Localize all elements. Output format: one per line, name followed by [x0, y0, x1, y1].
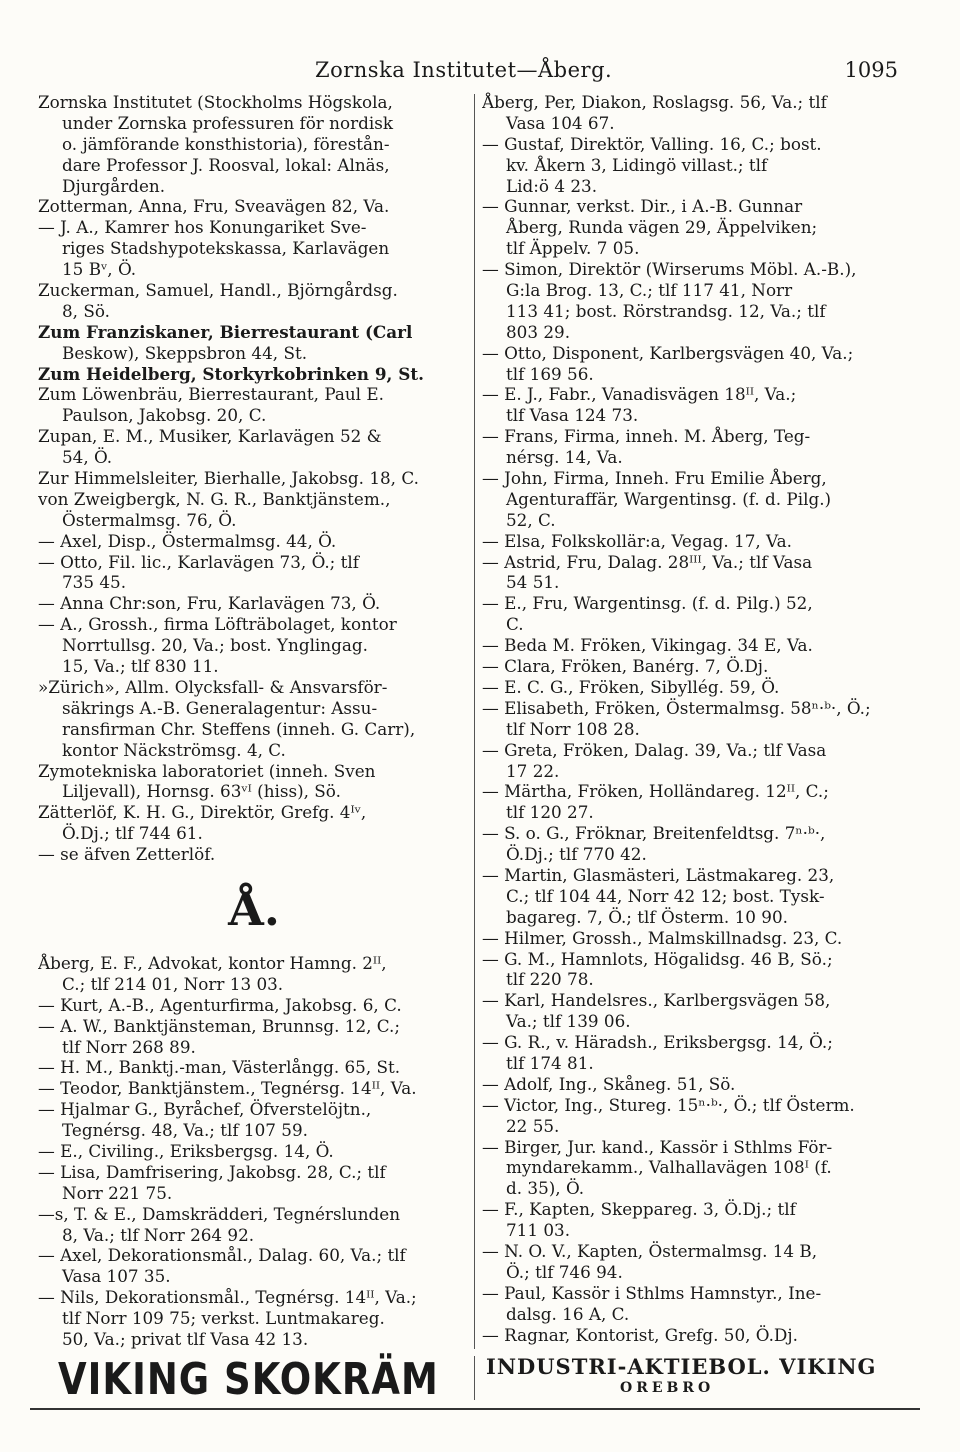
- directory-line: dare Professor J. Roosval, lokal: Alnäs,: [62, 154, 390, 175]
- directory-line: tlf 220 78.: [506, 969, 594, 990]
- directory-line: kontor Näckströmsg. 4, C.: [62, 739, 286, 760]
- directory-line: — Kurt, A.-B., Agenturfirma, Jakobsg. 6, C.: [38, 994, 402, 1015]
- directory-line: Zum Heidelberg, Storkyrkobrinken 9, St.: [38, 363, 424, 384]
- directory-line: Å.: [228, 881, 280, 936]
- directory-line: — Axel, Dekorationsmål., Dalag. 60, Va.; tlf: [38, 1245, 406, 1266]
- directory-line: — E. J., Fabr., Vanadisvägen 18ᴵᴵ, Va.;: [482, 384, 797, 405]
- directory-line: 17 22.: [506, 760, 560, 781]
- directory-line: von Zweigbergk, N. G. R., Banktjänstem.,: [38, 488, 391, 509]
- directory-line: tlf Norr 108 28.: [506, 718, 640, 739]
- directory-line: — Elsa, Folkskollär:a, Vegag. 17, Va.: [482, 530, 792, 551]
- directory-line: Zornska Institutet (Stockholms Högskola,: [38, 92, 393, 112]
- right-column: [482, 92, 912, 1345]
- directory-line: — Adolf, Ing., Skåneg. 51, Sö.: [482, 1073, 736, 1094]
- directory-line: G:la Brog. 13, C.; tlf 117 41, Norr: [506, 280, 793, 301]
- directory-line: tlf 174 81.: [506, 1052, 594, 1073]
- directory-line: under Zornska professuren för nordisk: [62, 112, 393, 133]
- directory-line: Zotterman, Anna, Fru, Sveavägen 82, Va.: [38, 196, 390, 217]
- directory-line: —s, T. & E., Damskrädderi, Tegnérslunden: [38, 1203, 401, 1224]
- directory-line: — A., Grossh., firma Löfträbolaget, kontor: [38, 614, 397, 635]
- directory-line: — Anna Chr:son, Fru, Karlavägen 73, Ö.: [38, 593, 381, 614]
- page-header: [0, 58, 960, 88]
- directory-line: Tegnérsg. 48, Va.; tlf 107 59.: [62, 1120, 308, 1141]
- directory-line: — Clara, Fröken, Banérg. 7, Ö.Dj.: [482, 656, 769, 677]
- directory-line: — Hilmer, Grossh., Malmskillnadsg. 23, C.: [482, 927, 843, 948]
- directory-line: — S. o. G., Fröknar, Breitenfeldtsg. 7ⁿ·ᵇ·,: [482, 823, 826, 844]
- directory-line: Zuckerman, Samuel, Handl., Björngårdsg.: [38, 280, 398, 301]
- advertisement-footer: [0, 1352, 960, 1422]
- directory-line: — Nils, Dekorationsmål., Tegnérsg. 14ᴵᴵ, Va.;: [38, 1287, 417, 1308]
- page-number: 1095: [844, 58, 898, 82]
- directory-line: — A. W., Banktjänsteman, Brunnsg. 12, C.;: [38, 1015, 401, 1036]
- directory-line: Åberg, E. F., Advokat, kontor Hamng. 2ᴵᴵ,: [38, 952, 387, 973]
- directory-line: Ö.Dj.; tlf 744 61.: [62, 823, 203, 844]
- directory-line: Åberg, Per, Diakon, Roslagsg. 56, Va.; tlf: [482, 92, 827, 112]
- directory-line: Ö.; tlf 746 94.: [506, 1261, 623, 1282]
- directory-line: [38, 865, 470, 879]
- directory-line: Zum Löwenbräu, Bierrestaurant, Paul E.: [38, 384, 384, 405]
- directory-line: C.; tlf 214 01, Norr 13 03.: [62, 973, 284, 994]
- directory-line: Zur Himmelsleiter, Bierhalle, Jakobsg. 18, C.: [38, 468, 419, 489]
- directory-line: — E., Civiling., Eriksbergsg. 14, Ö.: [38, 1140, 334, 1161]
- left-column: [38, 92, 470, 1350]
- directory-line: — E., Fru, Wargentinsg. (f. d. Pilg.) 52,: [482, 593, 813, 614]
- directory-line: — Simon, Direktör (Wirserums Möbl. A.-B.),: [482, 259, 857, 280]
- directory-line: Vasa 107 35.: [62, 1266, 171, 1287]
- directory-line: — Märtha, Fröken, Holländareg. 12ᴵᴵ, C.;: [482, 781, 829, 802]
- directory-line: tlf Äppelv. 7 05.: [506, 238, 640, 259]
- directory-line: [38, 939, 470, 953]
- directory-line: — E. C. G., Fröken, Sibyllég. 59, Ö.: [482, 676, 780, 697]
- directory-line: — Paul, Kassör i Sthlms Hamnstyr., Ine-: [482, 1282, 822, 1303]
- company-city: OREBRO: [620, 1380, 715, 1396]
- directory-line: 52, C.: [506, 509, 556, 530]
- directory-line: dalsg. 16 A, C.: [506, 1303, 630, 1324]
- directory-line: Zymotekniska laboratoriet (inneh. Sven: [38, 760, 376, 781]
- directory-line: — J. A., Kamrer hos Konungariket Sve-: [38, 217, 367, 238]
- directory-line: tlf Vasa 124 73.: [506, 405, 639, 426]
- directory-line: — se äfven Zetterlöf.: [38, 844, 216, 865]
- directory-line: 50, Va.; privat tlf Vasa 42 13.: [62, 1328, 309, 1349]
- directory-line: 735 45.: [62, 572, 127, 593]
- directory-line: 54, Ö.: [62, 447, 113, 468]
- directory-line: — N. O. V., Kapten, Östermalmsg. 14 B,: [482, 1240, 818, 1261]
- directory-line: 803 29.: [506, 321, 571, 342]
- directory-line: tlf Norr 268 89.: [62, 1036, 196, 1057]
- directory-line: — G. R., v. Häradsh., Eriksbergsg. 14, Ö.;: [482, 1032, 833, 1053]
- directory-line: — Otto, Fil. lic., Karlavägen 73, Ö.; tlf: [38, 551, 359, 572]
- directory-line: — F., Kapten, Skeppareg. 3, Ö.Dj.; tlf: [482, 1199, 796, 1220]
- company-name: INDUSTRI-AKTIEBOL. VIKING: [486, 1354, 877, 1379]
- directory-line: Vasa 104 67.: [506, 112, 615, 133]
- directory-line: säkrings A.-B. Generalagentur: Assu-: [62, 697, 378, 718]
- directory-line: Djurgården.: [62, 175, 166, 196]
- directory-line: — Otto, Disponent, Karlbergsvägen 40, Va.;: [482, 342, 854, 363]
- directory-line: — Birger, Jur. kand., Kassör i Sthlms För-: [482, 1136, 833, 1157]
- directory-line: Paulson, Jakobsg. 20, C.: [62, 405, 267, 426]
- directory-line: nérsg. 14, Va.: [506, 447, 623, 468]
- directory-line: — Greta, Fröken, Dalag. 39, Va.; tlf Vasa: [482, 739, 827, 760]
- directory-line: 8, Va.; tlf Norr 264 92.: [62, 1224, 255, 1245]
- directory-line: — Gunnar, verkst. Dir., i A.-B. Gunnar: [482, 196, 803, 217]
- directory-line: Zupan, E. M., Musiker, Karlavägen 52 &: [38, 426, 382, 447]
- directory-line: 711 03.: [506, 1220, 571, 1241]
- directory-line: — Ragnar, Kontorist, Grefg. 50, Ö.Dj.: [482, 1324, 798, 1345]
- directory-line: Norrtullsg. 20, Va.; bost. Ynglingag.: [62, 635, 368, 656]
- directory-line: o. jämförande konsthistoria), förestån-: [62, 133, 390, 154]
- directory-line: 15, Va.; tlf 830 11.: [62, 656, 219, 677]
- directory-line: 8, Sö.: [62, 300, 110, 321]
- directory-line: Liljevall), Hornsg. 63ᵛᴵ (hiss), Sö.: [62, 781, 341, 802]
- directory-line: tlf 120 27.: [506, 802, 594, 823]
- directory-line: 22 55.: [506, 1115, 560, 1136]
- directory-line: tlf 169 56.: [506, 363, 594, 384]
- footer-divider: [474, 1356, 475, 1400]
- directory-line: — Teodor, Banktjänstem., Tegnérsg. 14ᴵᴵ, Va.: [38, 1078, 417, 1099]
- directory-line: Zum Franziskaner, Bierrestaurant (Carl: [38, 321, 413, 342]
- directory-line: 15 Bᵛ, Ö.: [62, 259, 137, 280]
- directory-line: riges Stadshypotekskassa, Karlavägen: [62, 238, 390, 259]
- directory-line: Åberg, Runda vägen 29, Äppelviken;: [506, 217, 818, 238]
- directory-line: C.: [506, 614, 524, 635]
- directory-line: — Beda M. Fröken, Vikingag. 34 E, Va.: [482, 635, 813, 656]
- directory-line: bagareg. 7, Ö.; tlf Österm. 10 90.: [506, 906, 788, 927]
- directory-line: Östermalmsg. 76, Ö.: [62, 509, 237, 530]
- directory-line: ransfirman Chr. Steffens (inneh. G. Carr),: [62, 718, 416, 739]
- directory-line: d. 35), Ö.: [506, 1178, 585, 1199]
- directory-line: myndarekamm., Valhallavägen 108ᴵ (f.: [506, 1157, 832, 1178]
- directory-line: Lid:ö 4 23.: [506, 175, 598, 196]
- directory-line: — Astrid, Fru, Dalag. 28ᴵᴵᴵ, Va.; tlf Vasa: [482, 551, 813, 572]
- footer-rule: [30, 1408, 920, 1410]
- directory-line: Beskow), Skeppsbron 44, St.: [62, 342, 308, 363]
- directory-line: — G. M., Hamnlots, Högalidsg. 46 B, Sö.;: [482, 948, 833, 969]
- running-title: Zornska Institutet—Åberg.: [315, 58, 613, 82]
- directory-line: — Lisa, Damfrisering, Jakobsg. 28, C.; tlf: [38, 1161, 386, 1182]
- directory-line: — Frans, Firma, inneh. M. Åberg, Teg-: [482, 426, 811, 447]
- directory-line: 54 51.: [506, 572, 560, 593]
- directory-line: — Martin, Glasmästeri, Lästmakareg. 23,: [482, 864, 835, 885]
- directory-line: — Hjalmar G., Byråchef, Öfverstelöjtn.,: [38, 1099, 372, 1120]
- directory-line: Agenturaffär, Wargentinsg. (f. d. Pilg.): [506, 488, 832, 509]
- directory-line: — H. M., Banktj.-man, Västerlångg. 65, St.: [38, 1057, 401, 1078]
- directory-line: Norr 221 75.: [62, 1182, 173, 1203]
- directory-line: — Elisabeth, Fröken, Östermalmsg. 58ⁿ·ᵇ·, Ö.;: [482, 697, 871, 718]
- directory-line: 113 41; bost. Rörstrandsg. 12, Va.; tlf: [506, 300, 826, 321]
- directory-line: Va.; tlf 139 06.: [506, 1011, 631, 1032]
- directory-line: tlf Norr 109 75; verkst. Luntmakareg.: [62, 1308, 385, 1329]
- directory-line: — Axel, Disp., Östermalmsg. 44, Ö.: [38, 530, 337, 551]
- directory-line: — John, Firma, Inneh. Fru Emilie Åberg,: [482, 468, 827, 489]
- directory-line: Zätterlöf, K. H. G., Direktör, Grefg. 4ᴵᵛ,: [38, 802, 367, 823]
- directory-line: — Gustaf, Direktör, Valling. 16, C.; bost.: [482, 133, 822, 154]
- directory-line: »Zürich», Allm. Olycksfall- & Ansvarsför-: [38, 676, 388, 697]
- directory-line: C.; tlf 104 44, Norr 42 12; bost. Tysk-: [506, 885, 825, 906]
- directory-line: kv. Åkern 3, Lidingö villast.; tlf: [506, 154, 768, 175]
- column-divider: [474, 94, 475, 1349]
- directory-line: — Karl, Handelsres., Karlbergsvägen 58,: [482, 990, 831, 1011]
- directory-line: Ö.Dj.; tlf 770 42.: [506, 844, 647, 865]
- directory-line: — Victor, Ing., Stureg. 15ⁿ·ᵇ·, Ö.; tlf Österm.: [482, 1094, 855, 1115]
- brand-name: VIKING SKOKRÄM: [58, 1354, 439, 1405]
